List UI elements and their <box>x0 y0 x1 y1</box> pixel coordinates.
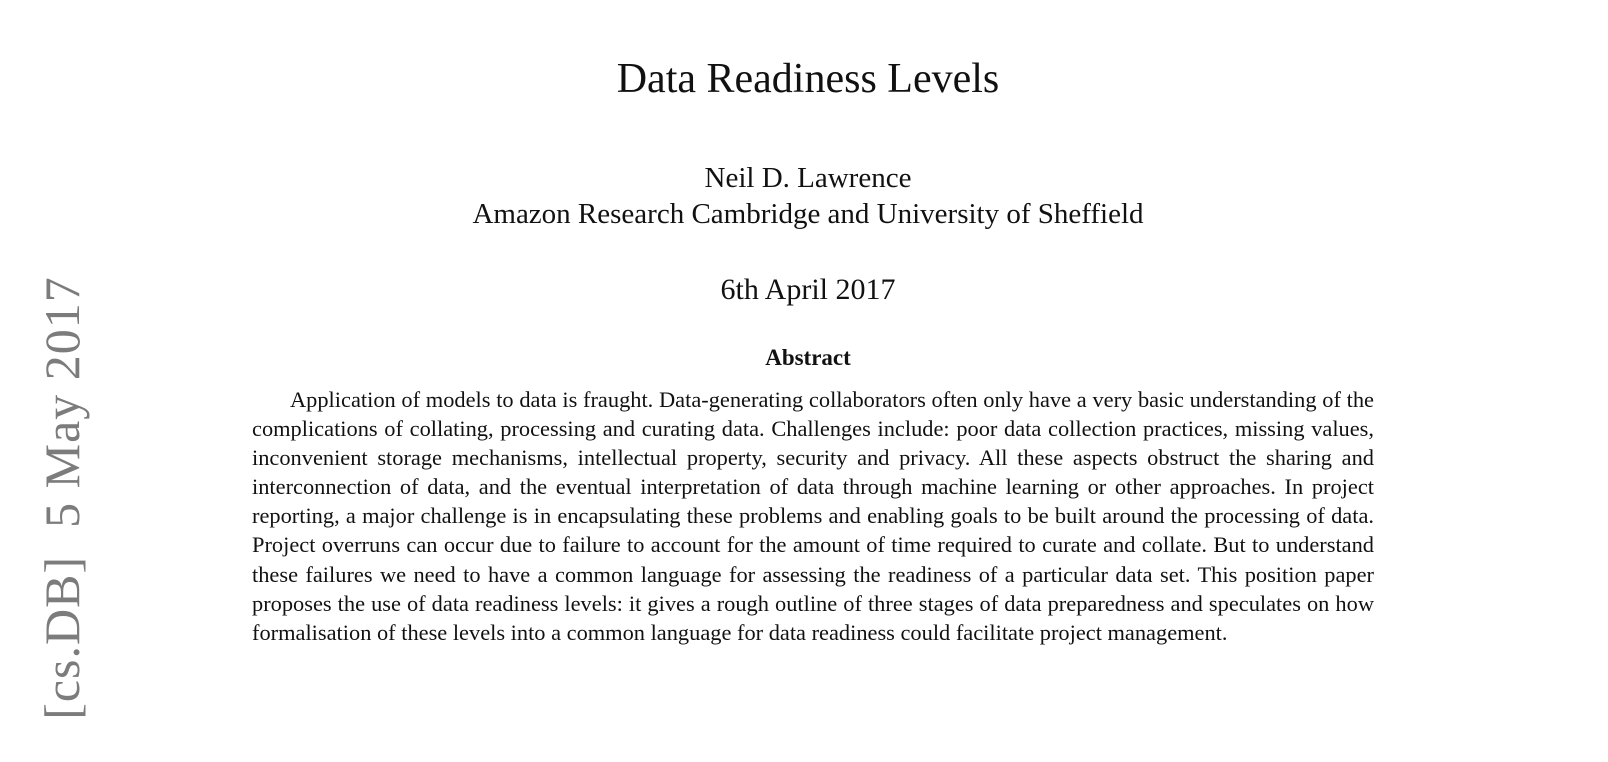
abstract-heading: Abstract <box>765 345 851 370</box>
paper-title: Data Readiness Levels <box>616 56 1000 102</box>
paper-date: 6th April 2017 <box>720 273 896 306</box>
arxiv-category: [cs.DB] <box>34 555 90 720</box>
abstract-text: Application of models to data is fraught. Data-generating collaborators often only have a very basic understanding of the complications of collating, processing and curating data. Challenges include: poor data collection practices, missing values, inconvenient storage mechanisms, intellectual property, security and privacy. All these aspects obstruct the sharing and interconnection of data, and the eventual interpretation of data through machine learning or other approaches. In project reporting, a major challenge is in encapsulating these problems and enabling goals to be built around the processing of data. Project overruns can occur due to failure to account for the amount of time required to curate and collate. But to understand these failures we need to have a common language for assessing the readiness of a particular data set. This position paper proposes the use of data readiness levels: it gives a rough outline of three stages of data preparedness and speculates on how formalisation of these levels into a common language for data readiness could facilitate project management. <box>252 387 1374 645</box>
arxiv-date: 5 May 2017 <box>34 276 90 528</box>
arxiv-identifier-stamp <box>32 268 92 728</box>
author-affiliation: Amazon Research Cambridge and University of Sheffield <box>472 198 1144 230</box>
author-name: Neil D. Lawrence <box>704 162 912 194</box>
author-block <box>4 160 1608 232</box>
